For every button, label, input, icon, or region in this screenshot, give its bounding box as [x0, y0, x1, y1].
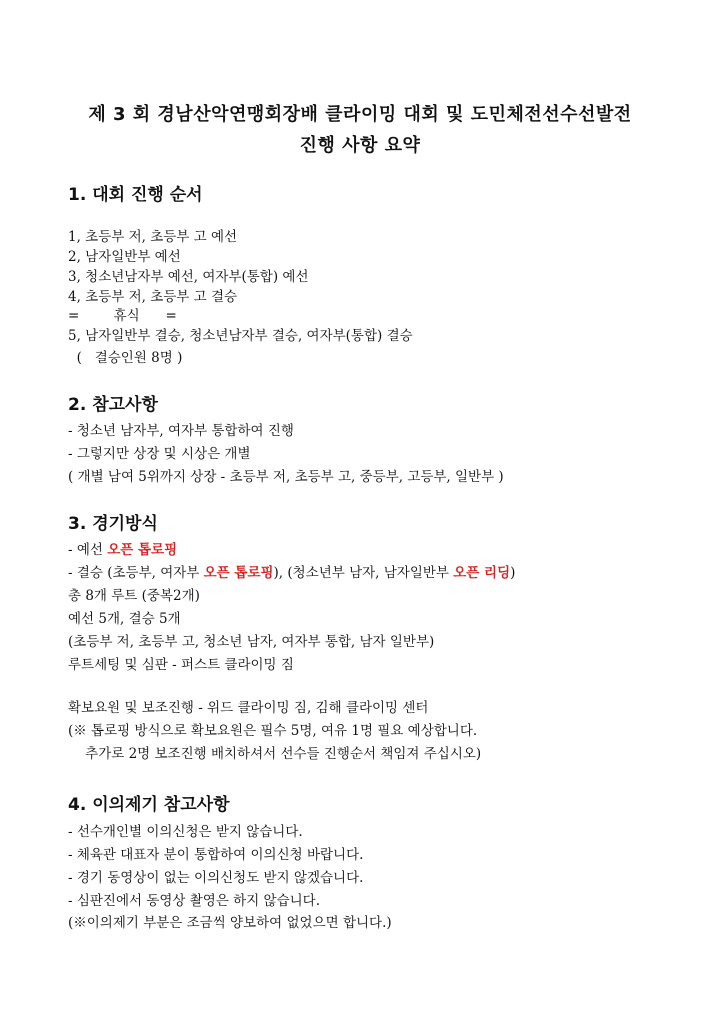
section4-line: - 선수개인별 이의신청은 받지 않습니다.: [68, 824, 303, 840]
section3-line: 총 8개 루트 (중복2개): [68, 588, 200, 604]
section3-line: 추가로 2명 보조진행 배치하셔서 선수들 진행순서 책임져 주십시오): [68, 746, 482, 762]
section1-line: 5, 남자일반부 결승, 청소년남자부 결승, 여자부(통합) 결승: [68, 328, 413, 344]
section4-line: - 심판진에서 동영상 촬영은 하지 않습니다.: [68, 893, 321, 909]
section2-line: - 청소년 남자부, 여자부 통합하여 진행: [68, 423, 294, 439]
section4-line: - 경기 동영상이 없는 이의신청도 받지 않겠습니다.: [68, 870, 364, 886]
qualifier-label: - 예선: [68, 542, 108, 558]
section1-line: 1, 초등부 저, 초등부 고 예선: [68, 229, 238, 245]
section1-heading: 1. 대회 진행 순서: [68, 185, 203, 205]
final-method-lead: 오픈 리딩: [453, 565, 511, 581]
section3-heading: 3. 경기방식: [68, 514, 158, 534]
section3-line: 예선 5개, 결승 5개: [68, 611, 181, 627]
qualifier-format-line: [68, 538, 177, 558]
section2-heading: 2. 참고사항: [68, 395, 158, 415]
final-label: - 결승 (초등부, 여자부: [68, 565, 204, 581]
document-title: 제 3 회 경남산악연맹회장배 클라이밍 대회 및 도민체전선수선발전: [88, 104, 632, 125]
section3-line: 확보요원 및 보조진행 - 위드 클라이밍 짐, 김해 클라이밍 센터: [68, 700, 429, 716]
final-mid-text: ), (청소년부 남자, 남자일반부: [273, 565, 454, 581]
document-subtitle: 진행 사항 요약: [299, 135, 421, 156]
section3-line: (※ 톱로핑 방식으로 확보요원은 필수 5명, 여유 1명 필요 예상합니다.: [68, 723, 478, 739]
section2-line: - 그렇지만 상장 및 시상은 개별: [68, 446, 251, 462]
final-end-text: ): [510, 565, 516, 581]
section1-line: 2, 남자일반부 예선: [68, 249, 181, 265]
qualifier-method: 오픈 톱로핑: [107, 542, 178, 558]
section4-heading: 4. 이의제기 참고사항: [68, 795, 230, 815]
section3-line: (초등부 저, 초등부 고, 청소년 남자, 여자부 통합, 남자 일반부): [68, 634, 435, 650]
final-method-toprope: 오픈 톱로핑: [203, 565, 274, 581]
final-format-line: [68, 561, 515, 581]
section4-line: (※이의제기 부분은 조금씩 양보하여 없었으면 합니다.): [68, 915, 392, 931]
section1-finalists-note: ( 결승인원 8명 ): [68, 350, 183, 366]
section2-line: ( 개별 남여 5위까지 상장 - 초등부 저, 초등부 고, 중등부, 고등부, 일반부 ): [68, 469, 504, 485]
section1-line: 4, 초등부 저, 초등부 고 결승: [68, 289, 238, 305]
section1-line: 3, 청소년남자부 예선, 여자부(통합) 예선: [68, 269, 309, 285]
section3-line: 루트세팅 및 심판 - 퍼스트 클라이밍 짐: [68, 657, 294, 673]
section4-line: - 체육관 대표자 분이 통합하여 이의신청 바랍니다.: [68, 847, 364, 863]
section1-break-line: = 휴식 =: [68, 308, 177, 324]
